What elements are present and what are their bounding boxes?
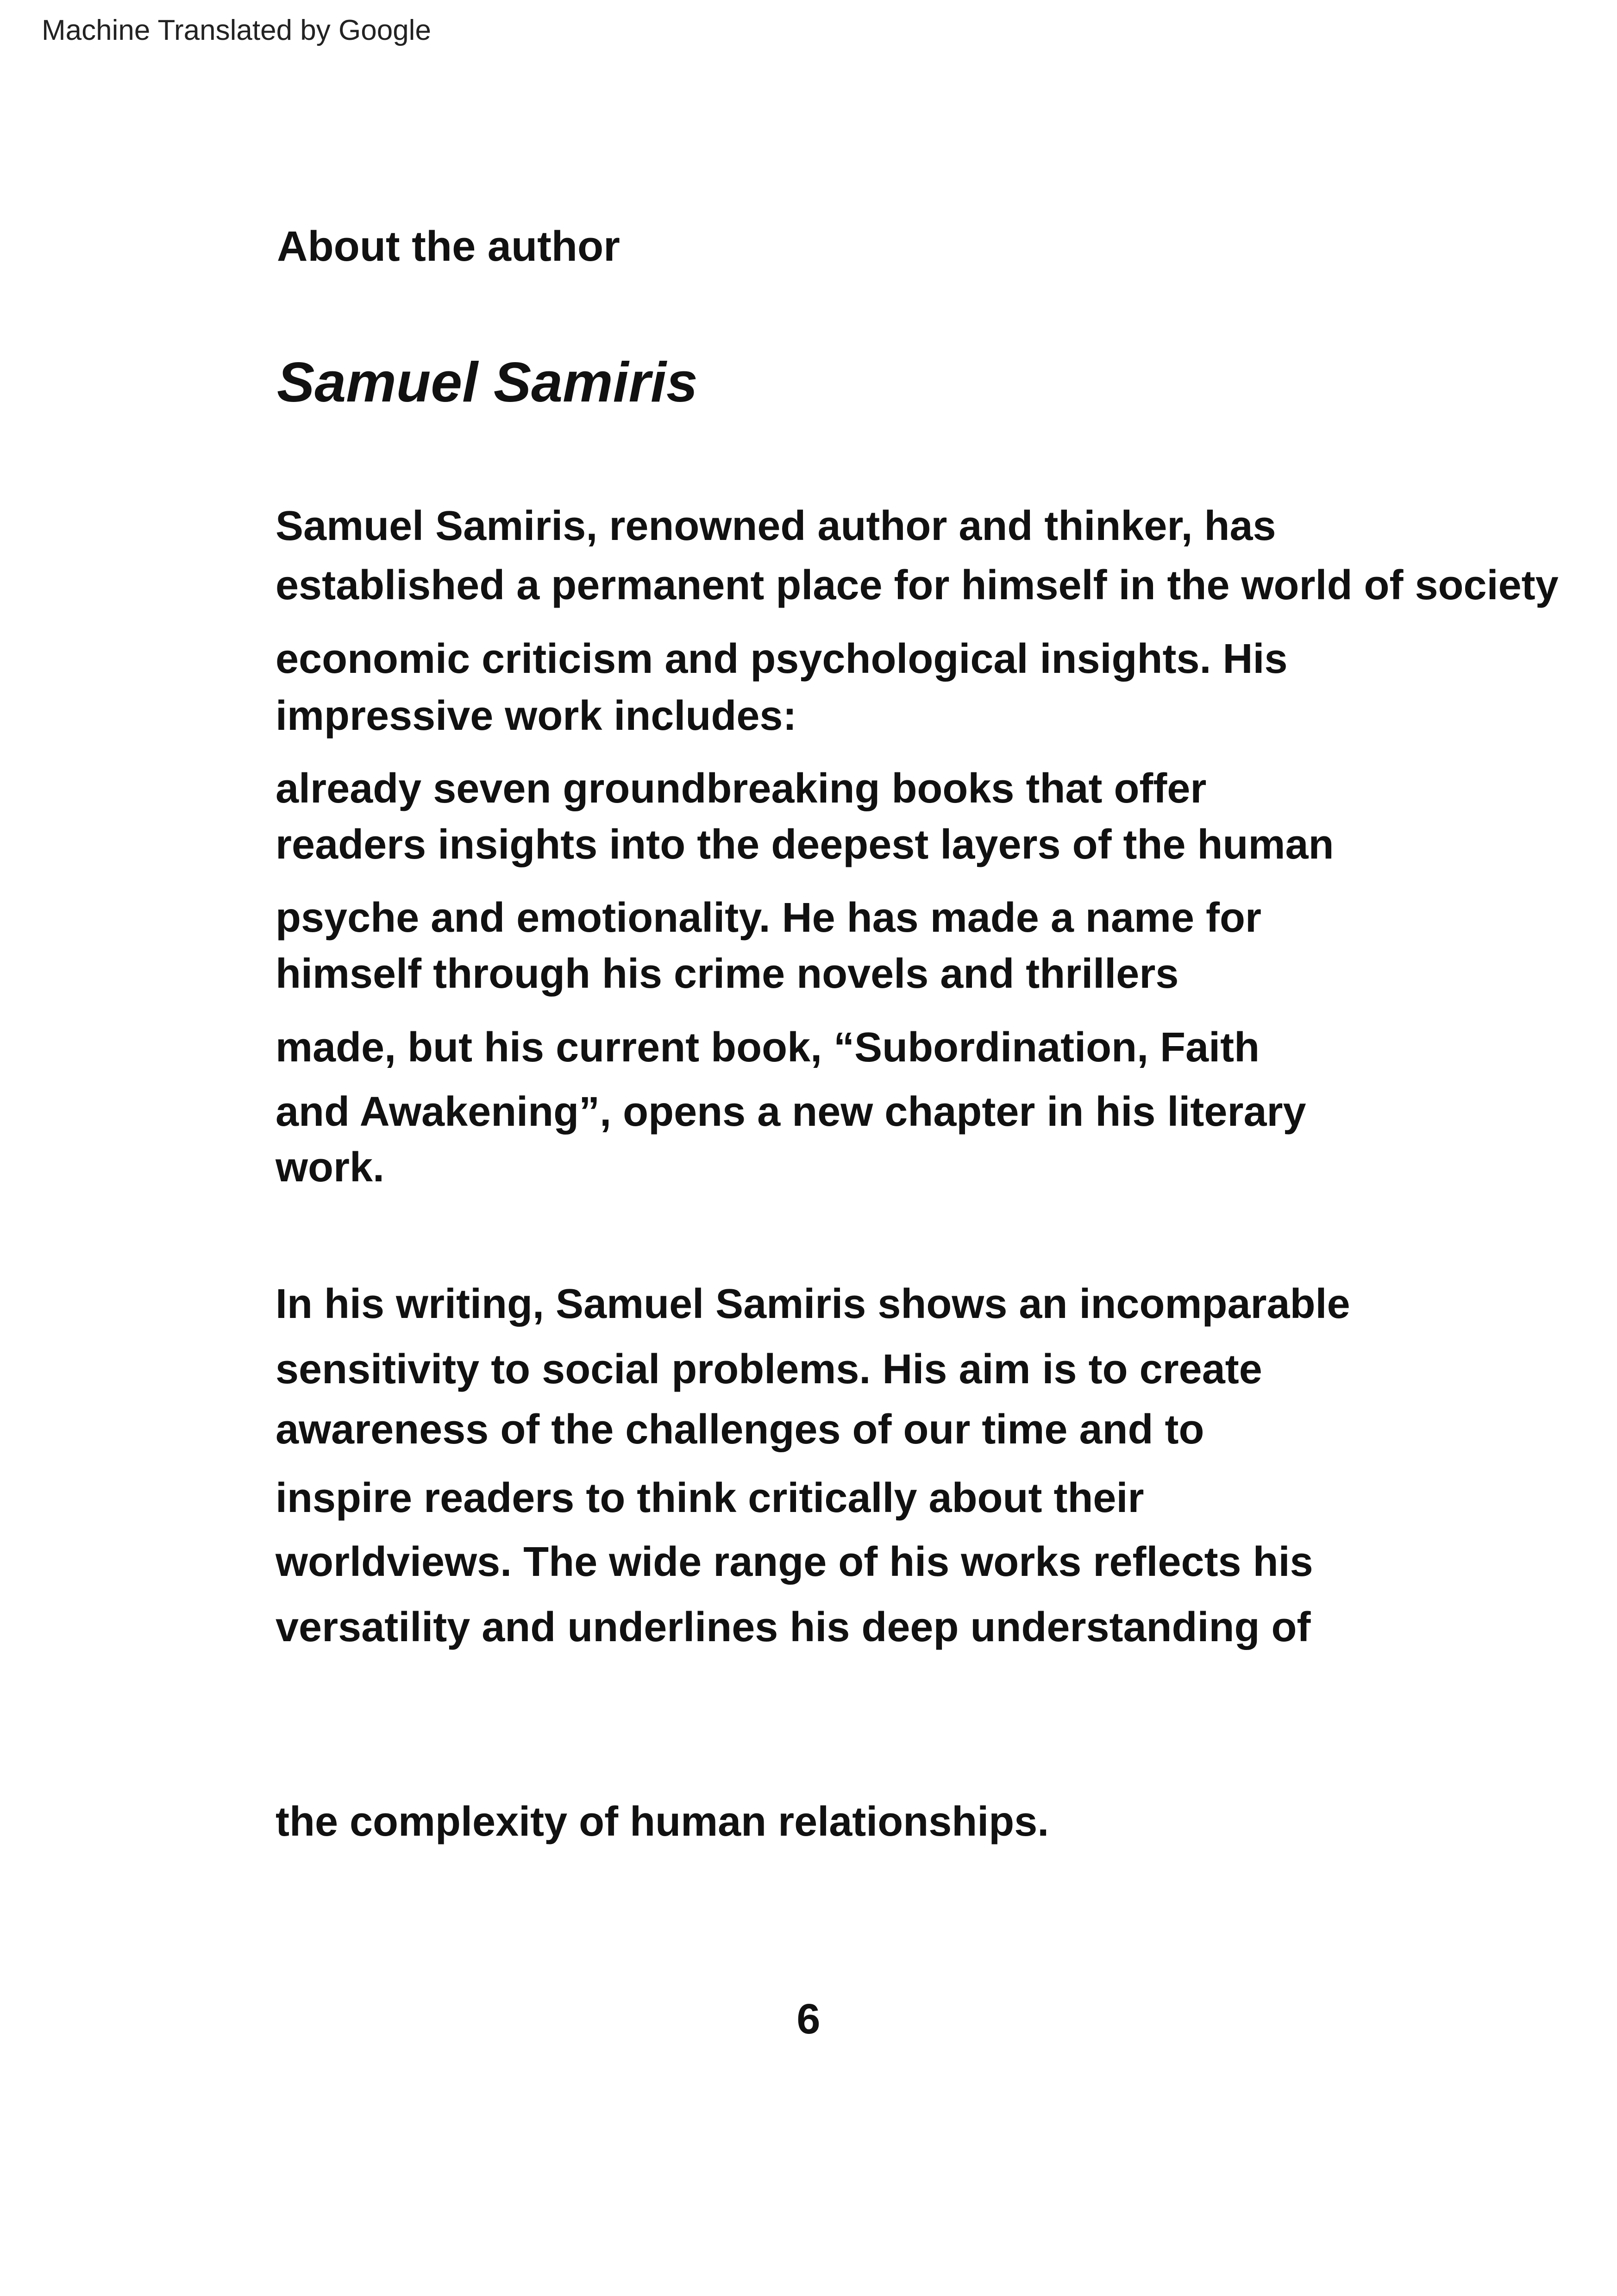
text-line: sensitivity to social problems. His aim is to create (276, 1346, 1262, 1393)
text-line: In his writing, Samuel Samiris shows an incomparable (276, 1281, 1350, 1327)
text-line: established a permanent place for himself in the world of society (276, 562, 1559, 609)
text-line: work. (276, 1144, 385, 1191)
text-line: economic criticism and psychological insights. His (276, 636, 1288, 682)
text-line: readers insights into the deepest layers of the human (276, 822, 1334, 868)
text-line: made, but his current book, “Subordination, Faith (276, 1024, 1260, 1071)
text-line: awareness of the challenges of our time and to (276, 1406, 1204, 1453)
text-line: psyche and emotionality. He has made a name for (276, 895, 1261, 941)
text-line: impressive work includes: (276, 693, 797, 739)
page-number: 6 (796, 1995, 821, 2043)
section-heading: About the author (277, 223, 620, 270)
text-line: Samuel Samiris, renowned author and thinker, has (276, 503, 1276, 549)
text-line: the complexity of human relationships. (276, 1799, 1049, 1845)
author-name: Samuel Samiris (277, 351, 698, 414)
text-line: and Awakening”, opens a new chapter in his literary (276, 1089, 1306, 1135)
text-line: already seven groundbreaking books that offer (276, 765, 1207, 812)
text-line: inspire readers to think critically about their (276, 1475, 1144, 1521)
machine-translation-banner: Machine Translated by Google (42, 14, 431, 46)
text-line: versatility and underlines his deep understanding of (276, 1604, 1311, 1650)
text-line: worldviews. The wide range of his works reflects his (276, 1539, 1313, 1585)
text-line: himself through his crime novels and thrillers (276, 951, 1179, 997)
